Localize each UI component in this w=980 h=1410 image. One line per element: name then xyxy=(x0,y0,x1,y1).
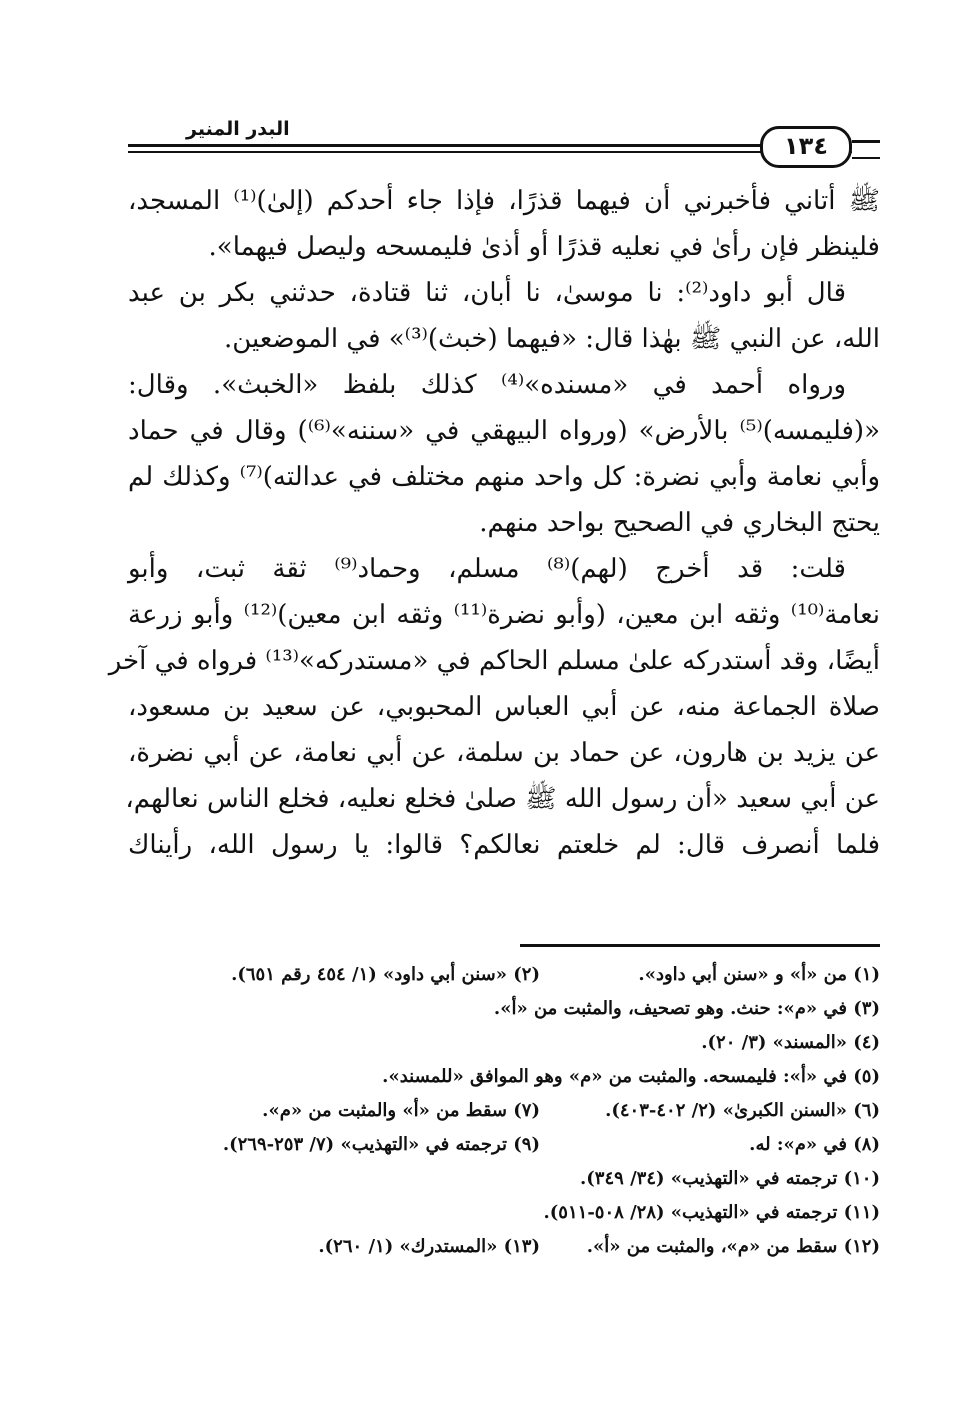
footnote-8: (٨) في «م»: له. xyxy=(749,1134,880,1155)
footnote-9: (٩) ترجمته في «التهذيب» (٧/ ٢٥٣-٢٦٩). xyxy=(222,1134,540,1155)
text-line: عن أبي سعيد «أن رسول الله ﷺ صلىٰ فخلع نعليه، فخلع الناس نعالهم، xyxy=(125,784,880,814)
footnote-12: (١٢) سقط من «م»، والمثبت من «أ». xyxy=(586,1236,880,1257)
footnote-10: (١٠) ترجمته في «التهذيب» (٣٤/ ٣٤٩). xyxy=(580,1168,880,1189)
header-rule-cap xyxy=(852,140,880,159)
text-line: ﷺ أتاني فأخبرني أن فيهما قذرًا، فإذا جاء أحدكم (إلىٰ)⁽¹⁾ المسجد، xyxy=(128,186,880,216)
page-number: ١٣٤ xyxy=(760,126,852,168)
text-line: فلينظر فإن رأىٰ في نعليه قذرًا أو أذىٰ فليمسحه وليصل فيهما». xyxy=(208,232,880,262)
text-line: الله، عن النبي ﷺ بهٰذا قال: «فيهما (خبث)⁽³⁾» في الموضعين. xyxy=(224,324,880,354)
footnote-row xyxy=(128,1094,880,1128)
footnote-row xyxy=(128,1128,880,1162)
text-line: عن يزيد بن هارون، عن حماد بن سلمة، عن أبي نعامة، عن أبي نضرة، xyxy=(128,738,880,768)
text-line: وأبي نعامة وأبي نضرة: كل واحد منهم مختلف في عدالته)⁽⁷⁾ وكذلك لم xyxy=(128,462,880,492)
footnote-separator xyxy=(520,944,880,947)
footnote-6: (٦) «السنن الكبرىٰ» (٢/ ٤٠٢-٤٠٣). xyxy=(605,1100,880,1121)
text-line: فلما أنصرف قال: لم خلعتم نعالكم؟ قالوا: يا رسول الله، رأيناك xyxy=(128,830,880,860)
footnote-5: (٥) في «أ»: فليمسحه. والمثبت من «م» وهو الموافق «للمسند». xyxy=(382,1066,880,1087)
footnote-4: (٤) «المسند» (٣/ ٢٠). xyxy=(701,1032,880,1053)
text-line: صلاة الجماعة منه، عن أبي العباس المحبوبي، عن سعيد بن مسعود، xyxy=(128,692,880,722)
footnote-row xyxy=(128,1230,880,1264)
footnotes xyxy=(128,958,880,1264)
text-line: أيضًا، وقد أستدركه علىٰ مسلم الحاكم في «مستدركه»⁽¹³⁾ فرواه في آخر xyxy=(108,646,880,676)
page-header xyxy=(128,118,880,164)
text-line: يحتج البخاري في الصحيح بواحد منهم. xyxy=(479,508,880,538)
text-line: نعامة⁽¹⁰⁾ وثقه ابن معين، (وأبو نضرة⁽¹¹⁾ وثقه ابن معين)⁽¹²⁾ وأبو زرعة xyxy=(128,600,880,630)
footnote-1: (١) من «أ» و «سنن أبي داود». xyxy=(638,964,880,985)
footnote-2: (٢) «سنن أبي داود» (١/ ٤٥٤ رقم ٦٥١). xyxy=(231,964,540,985)
footnote-3: (٣) في «م»: حنث. وهو تصحيف، والمثبت من «أ». xyxy=(493,998,880,1019)
text-line: «(فليمسه)⁽⁵⁾ بالأرض» (ورواه البيهقي في «سننه»⁽⁶⁾) وقال في حماد xyxy=(128,416,880,446)
footnote-7: (٧) سقط من «أ» والمثبت من «م». xyxy=(262,1100,540,1121)
main-text xyxy=(108,178,880,868)
text-line: قلت: قد أخرج (لهم)⁽⁸⁾ مسلم، وحماد⁽⁹⁾ ثقة ثبت، وأبو xyxy=(128,554,846,584)
text-line: ورواه أحمد في «مسنده»⁽⁴⁾ كذلك بلفظ «الخبث». وقال: xyxy=(128,370,846,400)
footnote-13: (١٣) «المستدرك» (١/ ٢٦٠). xyxy=(318,1236,540,1257)
footnote-row xyxy=(128,958,880,992)
footnote-11: (١١) ترجمته في «التهذيب» (٢٨/ ٥٠٨-٥١١). xyxy=(543,1202,880,1223)
running-title: البدر المنير xyxy=(178,116,298,142)
text-line: قال أبو داود⁽²⁾: نا موسىٰ، نا أبان، ثنا قتادة، حدثني بكر بن عبد xyxy=(128,278,847,308)
